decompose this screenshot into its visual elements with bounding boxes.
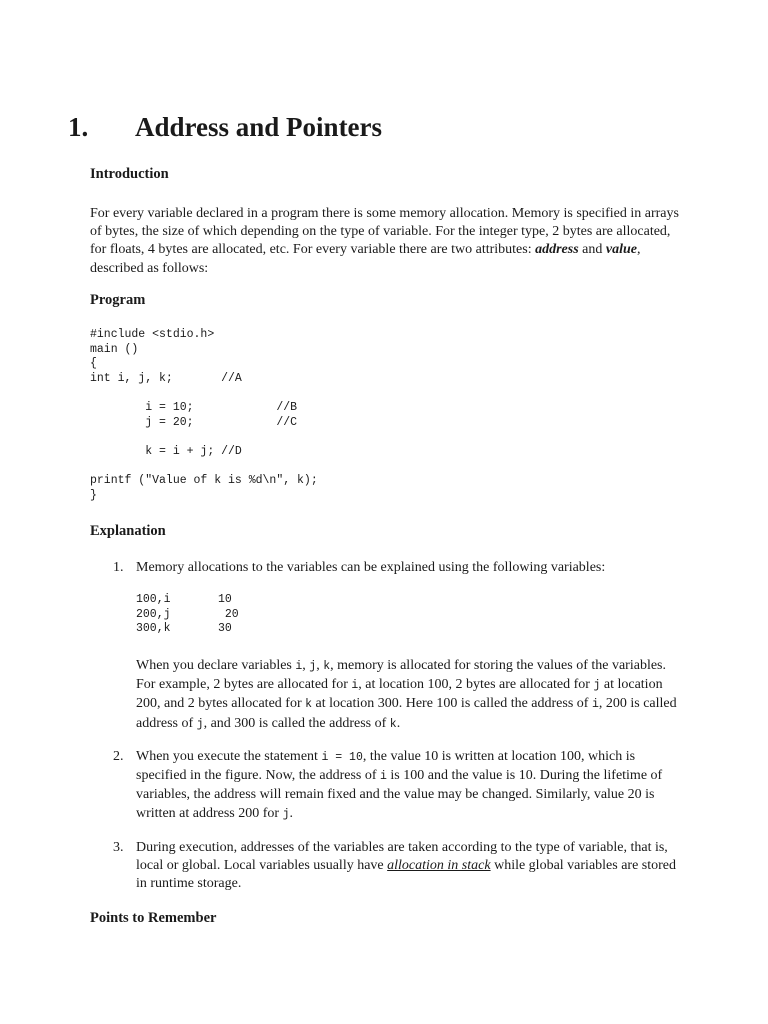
text: , memory is allocated for storing the values of the variables. For example, 2 bytes are allocated for	[136, 658, 666, 693]
text: at location 200, and 2 bytes allocated for	[136, 677, 663, 712]
table-cell-address: 300,k	[136, 622, 171, 636]
list-number: 3.	[113, 840, 124, 855]
list-number: 1.	[113, 560, 124, 575]
item1-paragraph	[136, 657, 681, 734]
list-item-body	[136, 839, 681, 894]
table-row	[136, 622, 239, 637]
table-cell-value: 30	[218, 622, 232, 636]
text: .	[289, 805, 293, 821]
code-inline: k	[305, 698, 313, 712]
code-inline: i = 10	[321, 751, 363, 764]
list-item-body	[136, 559, 681, 577]
item1-lead: Memory allocations to the variables can be explained using the following variables:	[136, 560, 606, 575]
item3-paragraph	[136, 839, 681, 894]
code-inline: i	[351, 679, 359, 693]
list-number: 2.	[113, 749, 124, 764]
list-item-body	[136, 748, 681, 824]
section-heading-introduction: Introduction	[90, 166, 169, 182]
code-inline: i	[380, 770, 387, 784]
section-heading-program: Program	[90, 292, 146, 308]
code-inline: i	[591, 698, 599, 712]
intro-address-term: address	[535, 242, 579, 258]
text: ,	[302, 658, 310, 673]
table-cell-address: 100,i	[136, 593, 171, 606]
code-inline: k	[323, 660, 331, 673]
intro-text: For every variable declared in a program there is some memory allocation. Memory is specified in arrays of bytes, the size of which depending on the type of variable. For the integer type, 2 bytes are allocated, for floats, 4 bytes are allocated, etc. For every variable there are two attributes:	[90, 206, 679, 258]
text: while global variables are stored in runtime storage.	[136, 858, 677, 892]
table-row	[136, 608, 239, 623]
code-inline: i	[295, 660, 303, 673]
intro-paragraph	[90, 205, 680, 278]
memory-allocation-table	[136, 593, 239, 637]
section-heading-explanation: Explanation	[90, 523, 166, 539]
code-inline: j	[196, 717, 204, 731]
text: .	[396, 715, 401, 731]
table-cell-address: 200,j	[136, 607, 171, 621]
item2-paragraph	[136, 748, 681, 824]
text: at location 300. Here 100 is called the address of	[312, 696, 592, 712]
table-cell-value: 10	[218, 593, 232, 606]
text: ,	[316, 658, 324, 673]
text: , the value 10 is written at location 100, which is specified in the figure. Now, the address of	[136, 749, 636, 784]
chapter-title-text: Address and Pointers	[135, 112, 383, 142]
section-heading-points-to-remember: Points to Remember	[90, 910, 217, 926]
table-cell-value: 20	[218, 607, 239, 621]
allocation-in-stack-link[interactable]: allocation in stack	[387, 858, 491, 874]
chapter-title	[68, 112, 382, 143]
code-inline: j	[282, 807, 290, 821]
text: , at location 100, 2 bytes are allocated for	[358, 677, 594, 693]
program-code-block: #include <stdio.h> main () { int i, j, k; //A i = 10; //B j = 20; //C k = i + j; //D printf ("Value of k is %d\n", k); }	[90, 328, 318, 502]
table-row	[136, 593, 239, 608]
text: , 200 is called address of	[136, 696, 677, 731]
intro-value-term: value	[605, 242, 637, 258]
code-inline: k	[389, 717, 397, 731]
code-inline: j	[309, 660, 317, 673]
text: During execution, addresses of the variables are taken according to the type of variable, that is, local or global. Local variables usually have	[136, 840, 668, 874]
intro-and: and	[578, 242, 606, 258]
text: , and 300 is called the address of	[203, 715, 390, 731]
code-inline: j	[593, 679, 601, 693]
intro-text-end: , described as follows:	[90, 242, 641, 276]
text: When you execute the statement	[136, 749, 322, 764]
text: When you declare variables	[136, 658, 296, 673]
chapter-number: 1.	[68, 112, 89, 142]
text: is 100 and the value is 10. During the lifetime of variables, the address will remain fixed and the value may be changed. Similarly, value 20 is written at address 200 for	[136, 768, 663, 821]
